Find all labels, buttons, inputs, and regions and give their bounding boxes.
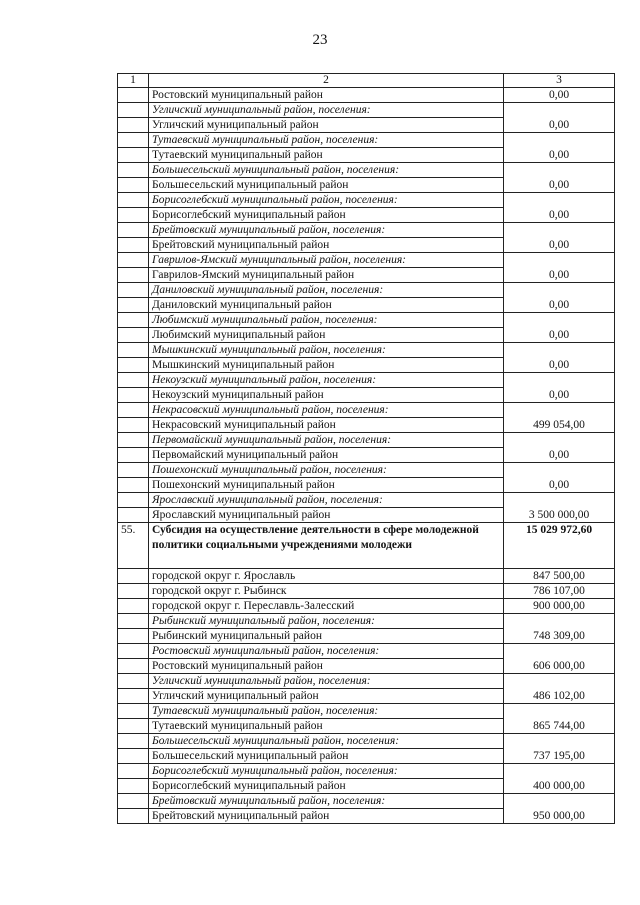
settlement-heading-cell: Первомайский муниципальный район, поселения: [149, 433, 504, 448]
table-row [118, 403, 615, 418]
table-row [118, 118, 615, 133]
table-row [118, 779, 615, 794]
district-name-cell: Мышкинский муниципальный район [149, 358, 504, 373]
amount-cell: 0,00 [504, 328, 615, 343]
district-name-cell: Любимский муниципальный район [149, 328, 504, 343]
amount-cell [504, 103, 615, 118]
amount-cell [504, 373, 615, 388]
row-number-cell [118, 704, 149, 719]
row-number-cell [118, 433, 149, 448]
settlement-heading-cell: Угличский муниципальный район, поселения: [149, 674, 504, 689]
row-number-cell [118, 313, 149, 328]
table-row [118, 163, 615, 178]
row-number-cell [118, 644, 149, 659]
row-number-cell [118, 734, 149, 749]
amount-cell [504, 313, 615, 328]
amount-cell: 0,00 [504, 478, 615, 493]
amount-cell: 0,00 [504, 448, 615, 463]
row-number-cell [118, 253, 149, 268]
table-row [118, 328, 615, 343]
amount-cell: 0,00 [504, 88, 615, 103]
row-number-cell [118, 478, 149, 493]
table-row [118, 88, 615, 103]
amount-cell: 847 500,00 [504, 569, 615, 584]
table-row [118, 373, 615, 388]
amount-cell [504, 493, 615, 508]
table-row [118, 268, 615, 283]
row-number-cell [118, 148, 149, 163]
amount-cell [504, 133, 615, 148]
table-row [118, 614, 615, 629]
district-name-cell: Ярославский муниципальный район [149, 508, 504, 523]
amount-cell: 0,00 [504, 268, 615, 283]
district-name-cell: Некрасовский муниципальный район [149, 418, 504, 433]
table-row [118, 689, 615, 704]
settlement-heading-cell: Тутаевский муниципальный район, поселения: [149, 133, 504, 148]
district-name-cell: Даниловский муниципальный район [149, 298, 504, 313]
row-number-cell [118, 178, 149, 193]
group-title: Субсидия на осуществление деятельности в сфере молодежной политики социальными учреждениями молодежи [149, 523, 504, 569]
table-row [118, 193, 615, 208]
settlement-heading-cell: Угличский муниципальный район, поселения: [149, 103, 504, 118]
amount-cell [504, 644, 615, 659]
table-row [118, 734, 615, 749]
amount-cell: 0,00 [504, 298, 615, 313]
table-row [118, 253, 615, 268]
row-number-cell [118, 779, 149, 794]
amount-cell [504, 253, 615, 268]
table-row [118, 674, 615, 689]
row-number-cell [118, 674, 149, 689]
amount-cell: 486 102,00 [504, 689, 615, 704]
table-row [118, 764, 615, 779]
district-name-cell: Тутаевский муниципальный район [149, 148, 504, 163]
district-name-cell: Рыбинский муниципальный район [149, 629, 504, 644]
row-number-cell [118, 88, 149, 103]
table-row [118, 644, 615, 659]
row-number-cell [118, 764, 149, 779]
district-name-cell: Первомайский муниципальный район [149, 448, 504, 463]
row-number-cell [118, 809, 149, 824]
table-row [118, 103, 615, 118]
table-row [118, 508, 615, 523]
amount-cell: 0,00 [504, 148, 615, 163]
row-number-cell [118, 493, 149, 508]
settlement-heading-cell: Некрасовский муниципальный район, поселения: [149, 403, 504, 418]
row-number-cell [118, 463, 149, 478]
row-number-cell [118, 614, 149, 629]
table-row [118, 418, 615, 433]
table-row [118, 749, 615, 764]
district-name-cell: Угличский муниципальный район [149, 118, 504, 133]
amount-cell [504, 674, 615, 689]
row-number-cell [118, 508, 149, 523]
amount-cell [504, 283, 615, 298]
row-number-cell [118, 689, 149, 704]
row-number-cell [118, 629, 149, 644]
row-number-cell [118, 599, 149, 614]
row-number-cell [118, 298, 149, 313]
settlement-heading-cell: Даниловский муниципальный район, поселения: [149, 283, 504, 298]
amount-cell: 3 500 000,00 [504, 508, 615, 523]
row-number-cell [118, 719, 149, 734]
district-name-cell: Ростовский муниципальный район [149, 88, 504, 103]
row-number-cell [118, 448, 149, 463]
table-row [118, 178, 615, 193]
district-name-cell: Борисоглебский муниципальный район [149, 779, 504, 794]
table-row [118, 794, 615, 809]
table-row [118, 463, 615, 478]
settlement-heading-cell: Некоузский муниципальный район, поселения: [149, 373, 504, 388]
settlement-heading-cell: Любимский муниципальный район, поселения: [149, 313, 504, 328]
table-row [118, 283, 615, 298]
amount-cell: 0,00 [504, 208, 615, 223]
amount-cell: 748 309,00 [504, 629, 615, 644]
amount-cell [504, 403, 615, 418]
row-number-cell [118, 569, 149, 584]
amount-cell: 865 744,00 [504, 719, 615, 734]
amount-cell: 0,00 [504, 358, 615, 373]
settlement-heading-cell: Гаврилов-Ямский муниципальный район, поселения: [149, 253, 504, 268]
settlement-heading-cell: Ростовский муниципальный район, поселения: [149, 644, 504, 659]
amount-cell [504, 343, 615, 358]
budget-table [117, 73, 615, 824]
row-number-cell [118, 403, 149, 418]
row-number-cell [118, 358, 149, 373]
table-row [118, 148, 615, 163]
amount-cell: 0,00 [504, 178, 615, 193]
row-number-cell [118, 133, 149, 148]
table-group-55 [118, 523, 615, 569]
settlement-heading-cell: Большесельский муниципальный район, поселения: [149, 163, 504, 178]
amount-cell: 606 000,00 [504, 659, 615, 674]
table-header-row [118, 74, 615, 88]
settlement-heading-cell: Пошехонский муниципальный район, поселения: [149, 463, 504, 478]
amount-cell [504, 193, 615, 208]
settlement-heading-cell: Борисоглебский муниципальный район, поселения: [149, 764, 504, 779]
table-row [118, 704, 615, 719]
table-row [118, 659, 615, 674]
table-row [118, 493, 615, 508]
group-total: 15 029 972,60 [504, 523, 615, 569]
district-name-cell: Большесельский муниципальный район [149, 178, 504, 193]
district-name-cell: Некоузский муниципальный район [149, 388, 504, 403]
table-row [118, 298, 615, 313]
amount-cell: 400 000,00 [504, 779, 615, 794]
settlement-heading-cell: Мышкинский муниципальный район, поселения: [149, 343, 504, 358]
amount-cell [504, 704, 615, 719]
amount-cell: 499 054,00 [504, 418, 615, 433]
amount-cell [504, 734, 615, 749]
table-block-54 [118, 88, 615, 523]
district-name-cell: городской округ г. Переславль-Залесский [149, 599, 504, 614]
table-row [118, 478, 615, 493]
row-number-cell [118, 373, 149, 388]
group-row-55 [118, 523, 615, 569]
amount-cell: 737 195,00 [504, 749, 615, 764]
column-header-2: 2 [149, 74, 504, 88]
amount-cell: 950 000,00 [504, 809, 615, 824]
amount-cell: 786 107,00 [504, 584, 615, 599]
amount-cell [504, 433, 615, 448]
table-row [118, 584, 615, 599]
district-name-cell: Большесельский муниципальный район [149, 749, 504, 764]
table-row [118, 343, 615, 358]
table-block-55 [118, 569, 615, 824]
row-number-cell [118, 208, 149, 223]
amount-cell [504, 163, 615, 178]
table-row [118, 809, 615, 824]
table-row [118, 433, 615, 448]
row-number-cell [118, 749, 149, 764]
table-row [118, 238, 615, 253]
table-row [118, 313, 615, 328]
table-row [118, 223, 615, 238]
row-number-cell [118, 283, 149, 298]
column-header-1: 1 [118, 74, 149, 88]
row-number-cell [118, 163, 149, 178]
table-row [118, 358, 615, 373]
table-row [118, 133, 615, 148]
table-row [118, 569, 615, 584]
district-name-cell: городской округ г. Рыбинск [149, 584, 504, 599]
row-number-cell [118, 418, 149, 433]
row-number-cell [118, 328, 149, 343]
amount-cell: 0,00 [504, 118, 615, 133]
row-number-cell [118, 659, 149, 674]
settlement-heading-cell: Борисоглебский муниципальный район, поселения: [149, 193, 504, 208]
district-name-cell: Брейтовский муниципальный район [149, 238, 504, 253]
district-name-cell: Борисоглебский муниципальный район [149, 208, 504, 223]
settlement-heading-cell: Ярославский муниципальный район, поселения: [149, 493, 504, 508]
district-name-cell: Тутаевский муниципальный район [149, 719, 504, 734]
amount-cell: 0,00 [504, 388, 615, 403]
amount-cell [504, 463, 615, 478]
district-name-cell: Гаврилов-Ямский муниципальный район [149, 268, 504, 283]
row-number-cell [118, 584, 149, 599]
row-number-cell [118, 794, 149, 809]
table-row [118, 719, 615, 734]
amount-cell [504, 223, 615, 238]
district-name-cell: Ростовский муниципальный район [149, 659, 504, 674]
amount-cell [504, 614, 615, 629]
row-number-cell [118, 118, 149, 133]
row-number-cell [118, 238, 149, 253]
table-row [118, 388, 615, 403]
amount-cell [504, 794, 615, 809]
settlement-heading-cell: Брейтовский муниципальный район, поселения: [149, 794, 504, 809]
district-name-cell: городской округ г. Ярославль [149, 569, 504, 584]
district-name-cell: Пошехонский муниципальный район [149, 478, 504, 493]
district-name-cell: Брейтовский муниципальный район [149, 809, 504, 824]
amount-cell: 900 000,00 [504, 599, 615, 614]
row-number-cell [118, 268, 149, 283]
group-number: 55. [118, 523, 149, 569]
settlement-heading-cell: Рыбинский муниципальный район, поселения: [149, 614, 504, 629]
row-number-cell [118, 343, 149, 358]
table-row [118, 448, 615, 463]
district-name-cell: Угличский муниципальный район [149, 689, 504, 704]
table-row [118, 599, 615, 614]
row-number-cell [118, 223, 149, 238]
settlement-heading-cell: Тутаевский муниципальный район, поселения: [149, 704, 504, 719]
row-number-cell [118, 388, 149, 403]
column-header-3: 3 [504, 74, 615, 88]
table-row [118, 208, 615, 223]
settlement-heading-cell: Брейтовский муниципальный район, поселения: [149, 223, 504, 238]
row-number-cell [118, 193, 149, 208]
page-number: 23 [312, 32, 328, 48]
table-row [118, 629, 615, 644]
row-number-cell [118, 103, 149, 118]
amount-cell: 0,00 [504, 238, 615, 253]
settlement-heading-cell: Большесельский муниципальный район, поселения: [149, 734, 504, 749]
amount-cell [504, 764, 615, 779]
